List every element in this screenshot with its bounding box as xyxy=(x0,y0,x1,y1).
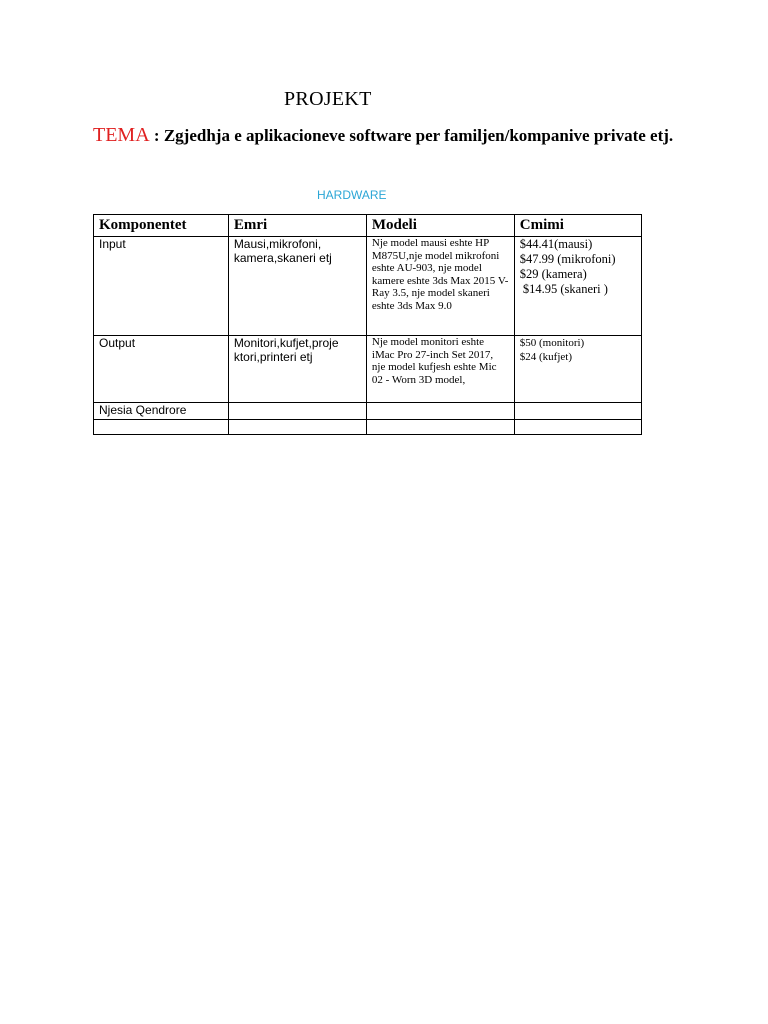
table-header-row xyxy=(94,215,642,237)
cell-komponentet: Njesia Qendrore xyxy=(94,403,229,420)
cell-komponentet: Output xyxy=(94,336,229,403)
section-label-hardware: HARDWARE xyxy=(317,188,387,202)
cell-cmimi xyxy=(514,237,641,336)
topic-line xyxy=(93,124,673,147)
tema-text: Zgjedhja e aplikacioneve software per familjen/kompanive private etj. xyxy=(163,126,674,145)
tema-label: TEMA xyxy=(93,124,150,146)
table-row-empty xyxy=(94,420,642,435)
hardware-table xyxy=(93,214,642,435)
cell-cmimi xyxy=(514,420,641,435)
cell-komponentet: Input xyxy=(94,237,229,336)
price-line: $24 (kufjet) xyxy=(519,351,572,363)
cell-emri: Mausi,mikrofoni, kamera,skaneri etj xyxy=(228,237,366,336)
table-row-output xyxy=(94,336,642,403)
price-line: $29 (kamera) xyxy=(519,267,587,281)
cell-modeli: Nje model monitori eshte iMac Pro 27-inch Set 2017, nje model kufjesh eshte Mic 02 - Worn 3D model, xyxy=(366,336,514,403)
price-line: $14.95 (skaneri ) xyxy=(519,282,608,296)
table-row-input xyxy=(94,237,642,336)
table-row-njesia-qendrore xyxy=(94,403,642,420)
cell-emri xyxy=(228,403,366,420)
cell-modeli xyxy=(366,403,514,420)
price-line: $47.99 (mikrofoni) xyxy=(519,252,616,266)
cell-emri xyxy=(228,420,366,435)
document-title: PROJEKT xyxy=(284,88,372,110)
header-cmimi: Cmimi xyxy=(514,215,641,237)
cell-emri: Monitori,kufjet,proje ktori,printeri etj xyxy=(228,336,366,403)
cell-cmimi xyxy=(514,336,641,403)
cell-modeli xyxy=(366,420,514,435)
cell-modeli: Nje model mausi eshte HP M875U,nje model mikrofoni eshte AU-903, nje model kamere eshte 3ds Max 2015 V-Ray 3.5, nje model skaneri eshte 3ds Max 9.0 xyxy=(366,237,514,336)
cell-komponentet xyxy=(94,420,229,435)
tema-separator: : xyxy=(149,126,164,145)
header-modeli: Modeli xyxy=(366,215,514,237)
cell-cmimi xyxy=(514,403,641,420)
price-line: $44.41(mausi) xyxy=(519,237,593,251)
header-komponentet: Komponentet xyxy=(94,215,229,237)
price-line: $50 (monitori) xyxy=(519,337,585,349)
header-emri: Emri xyxy=(228,215,366,237)
